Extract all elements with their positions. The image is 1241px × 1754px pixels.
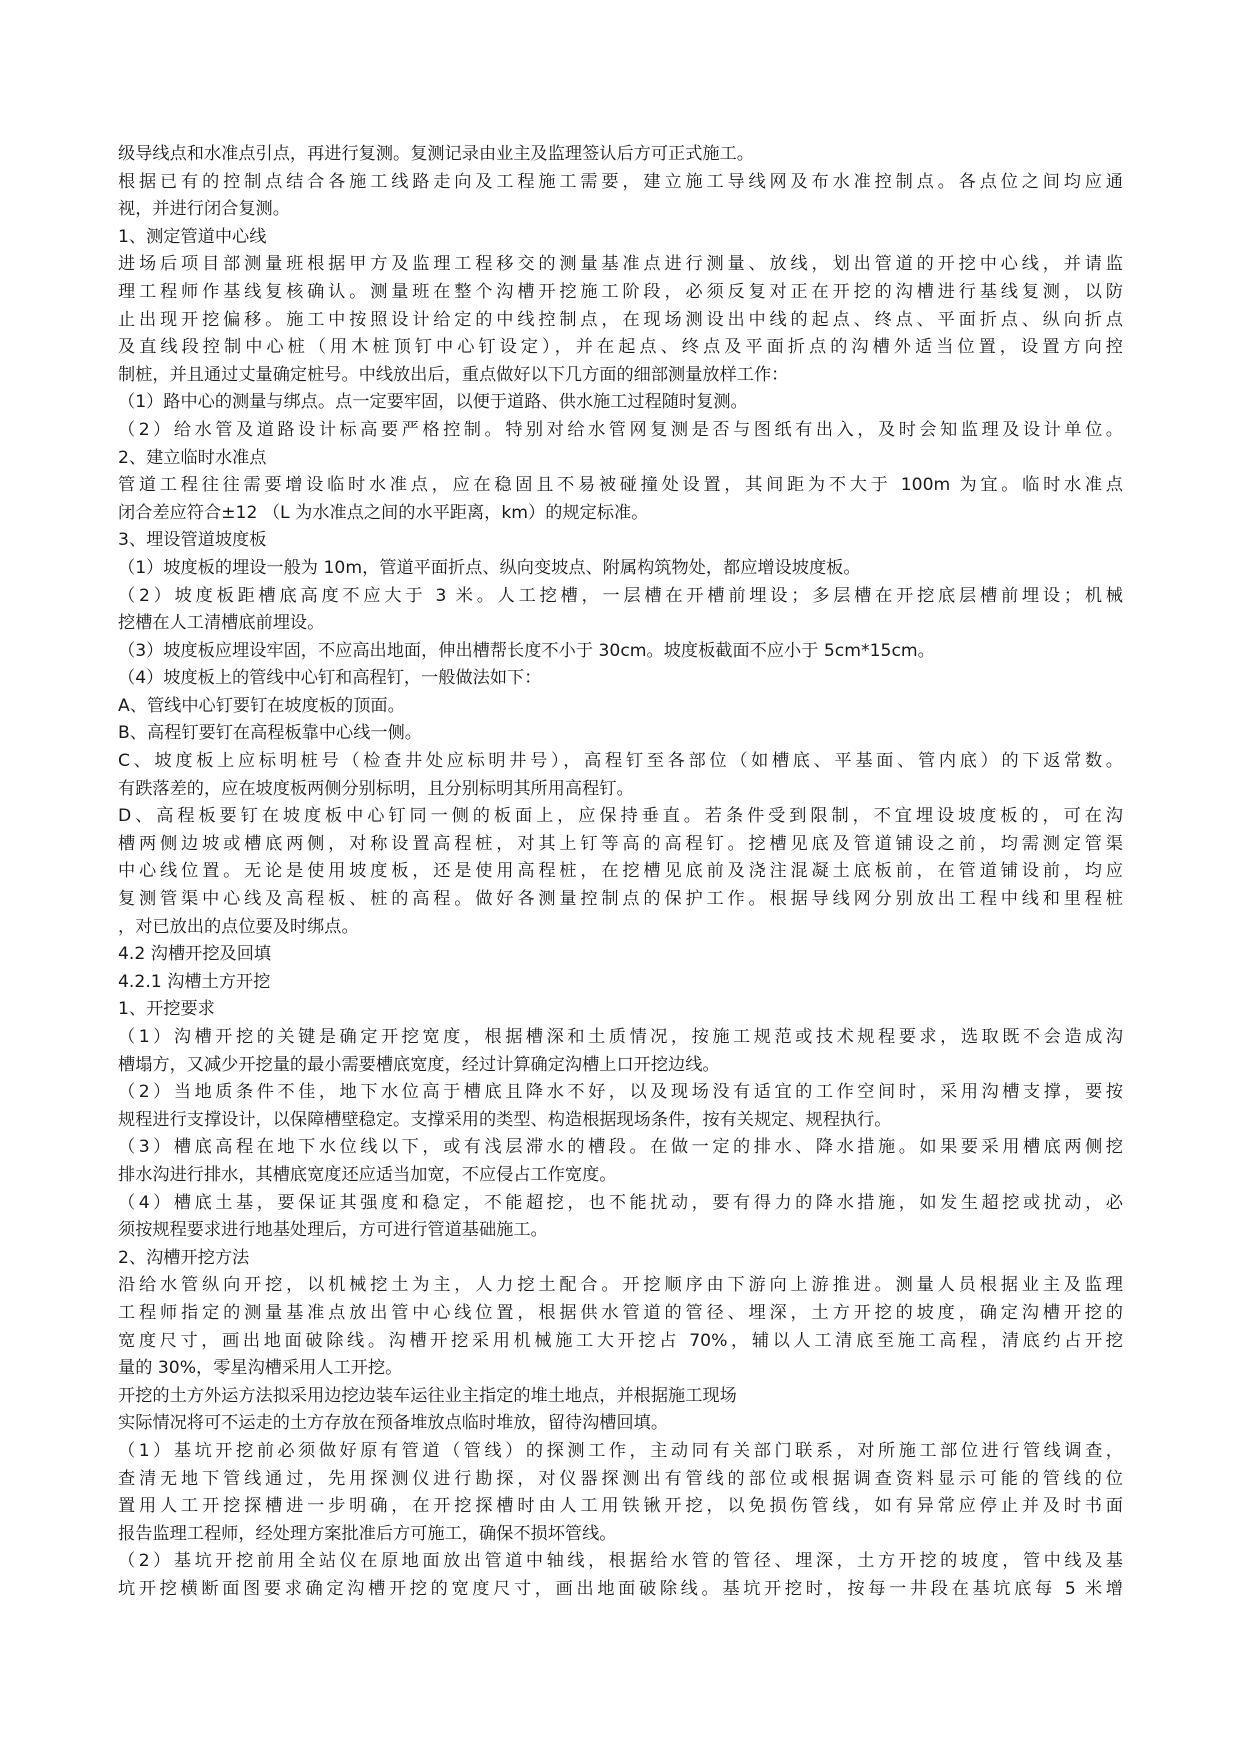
text-line: 1、开挖要求	[118, 999, 215, 1020]
text-line: 1、测定管道中心线	[118, 226, 267, 247]
text-line: 根据已有的控制点结合各施工线路走向及工程施工需要，建立施工导线网及布水准控制点。各点位之间均应通	[118, 171, 1123, 192]
text-line: 量的 30%，零星沟槽采用人工开挖。	[118, 1358, 403, 1379]
text-line: 沿给水管纵向开挖，以机械挖土为主，人力挖土配合。开挖顺序由下游向上游推进。测量人员根据业主及监理	[118, 1275, 1123, 1296]
text-line: （3）坡度板应埋设牢固，不应高出地面，伸出槽帮长度不小于 30cm。坡度板截面不应小于 5cm*15cm。	[118, 640, 935, 661]
text-line: 闭合差应符合±12 （L 为水准点之间的水平距离，km）的规定标准。	[118, 502, 649, 523]
text-line: （2）基坑开挖前用全站仪在原地面放出管道中轴线，根据给水管的管径、埋深，土方开挖的坡度，管中线及基	[118, 1551, 1123, 1572]
text-line: （4）坡度板上的管线中心钉和高程钉，一般做法如下：	[118, 668, 542, 689]
text-line: A、管线中心钉要钉在坡度板的顶面。	[118, 695, 405, 716]
text-line: 4.2 沟槽开挖及回填	[118, 944, 272, 965]
text-line: （2）当地质条件不佳，地下水位高于槽底且降水不好，以及现场没有适宜的工作空间时，采用沟槽支撑，要按	[118, 1082, 1123, 1103]
text-line: 复测管渠中心线及高程板、桩的高程。做好各测量控制点的保护工作。根据导线网分别放出工程中线和里程桩	[118, 889, 1123, 910]
text-line: 宽度尺寸，画出地面破除线。沟槽开挖采用机械施工大开挖占 70%，辅以人工清底至施工高程，清底约占开挖	[118, 1330, 1123, 1351]
text-line: （4）槽底土基，要保证其强度和稳定，不能超挖，也不能扰动，要有得力的降水措施，如发生超挖或扰动，必	[118, 1192, 1123, 1213]
text-line: 4.2.1 沟槽土方开挖	[118, 971, 271, 992]
text-line: （3）槽底高程在地下水位线以下，或有浅层滞水的槽段。在做一定的排水、降水措施。如果要采用槽底两侧挖	[118, 1137, 1123, 1158]
text-line: （1）路中心的测量与绑点。点一定要牢固，以便于道路、供水施工过程随时复测。	[118, 392, 748, 413]
text-line: 2、沟槽开挖方法	[118, 1247, 250, 1268]
text-line: 级导线点和水准点引点，再进行复测。复测记录由业主及监理签认后方可正式施工。	[118, 144, 754, 164]
text-line: 坑开挖横断面图要求确定沟槽开挖的宽度尺寸，画出地面破除线。基坑开挖时，按每一井段在基坑底每 5 米增	[118, 1578, 1123, 1599]
text-line: 挖槽在人工清槽底前埋设。	[118, 613, 325, 634]
text-line: 制桩，并且通过丈量确定桩号。中线放出后，重点做好以下几方面的细部测量放样工作：	[118, 364, 789, 385]
text-line: （2）坡度板距槽底高度不应大于 3 米。人工挖槽，一层槽在开槽前埋设；多层槽在开挖底层槽前埋设；机械	[118, 585, 1123, 606]
text-line: C、坡度板上应标明桩号（检查井处应标明井号），高程钉至各部位（如槽底、平基面、管内底）的下返常数。	[118, 751, 1123, 772]
text-line: 进场后项目部测量班根据甲方及监理工程移交的测量基准点进行测量、放线，划出管道的开挖中心线，并请监	[118, 254, 1123, 275]
text-line: 实际情况将可不运走的土方存放在预备堆放点临时堆放，留待沟槽回填。	[118, 1413, 669, 1434]
text-line: 查清无地下管线通过，先用探测仪进行勘探，对仪器探测出有管线的部位或根据调查资料显示可能的管线的位	[118, 1468, 1123, 1489]
text-line: 及直线段控制中心桩（用木桩顶钉中心钉设定），并在起点、终点及平面折点的沟槽外适当位置，设置方向控	[118, 337, 1123, 358]
text-line: 工程师指定的测量基准点放出管中心线位置，根据供水管道的管径、埋深，土方开挖的坡度，确定沟槽开挖的	[118, 1302, 1123, 1323]
text-line: 排水沟进行排水，其槽底宽度还应适当加宽，不应侵占工作宽度。	[118, 1164, 617, 1185]
text-line: B、高程钉要钉在高程板靠中心线一侧。	[118, 723, 422, 744]
text-line: （1）坡度板的埋设一般为 10m，管道平面折点、纵向变坡点、附属构筑物处，都应增设坡度板。	[118, 557, 861, 578]
text-line: 3、埋设管道坡度板	[118, 530, 267, 551]
text-line: （2）给水管及道路设计标高要严格控制。特别对给水管网复测是否与图纸有出入，及时会知监理及设计单位。	[118, 419, 1123, 440]
text-line: D、高程板要钉在坡度板中心钉同一侧的板面上，应保持垂直。若条件受到限制，不宜埋设坡度板的，可在沟	[118, 806, 1123, 827]
text-line: 中心线位置。无论是使用坡度板，还是使用高程桩，在挖槽见底前及浇注混凝土底板前，在管道铺设前，均应	[118, 861, 1123, 882]
text-line: 槽两侧边坡或槽底两侧，对称设置高程桩，对其上钉等高的高程钉。挖槽见底及管道铺设之前，均需测定管渠	[118, 833, 1123, 854]
text-line: 开挖的土方外运方法拟采用边挖边装车运往业主指定的堆土地点，并根据施工现场	[118, 1385, 737, 1406]
text-line: 视，并进行闭合复测。	[118, 199, 290, 220]
text-line: 理工程师作基线复核确认。测量班在整个沟槽开挖施工阶段，必须反复对正在开挖的沟槽进行基线复测，以防	[118, 281, 1123, 302]
text-line: 止出现开挖偏移。施工中按照设计给定的中线控制点，在现场测设出中线的起点、终点、平面折点、纵向折点	[118, 309, 1123, 330]
text-line: 有跌落差的，应在坡度板两侧分别标明，且分别标明其所用高程钉。	[118, 778, 634, 799]
text-line: 2、建立临时水准点	[118, 447, 267, 468]
text-line: 置用人工开挖探槽进一步明确，在开挖探槽时由人工用铁锹开挖，以免损伤管线，如有异常应停止并及时书面	[118, 1496, 1123, 1517]
document-page	[118, 141, 1123, 1603]
text-line: 规程进行支撑设计，以保障槽壁稳定。支撑采用的类型、构造根据现场条件，按有关规定、规程执行。	[118, 1109, 892, 1130]
text-line: 报告监理工程师，经处理方案批准后方可施工，确保不损坏管线。	[118, 1523, 617, 1544]
text-line: （1）沟槽开挖的关键是确定开挖宽度，根据槽深和土质情况，按施工规范或技术规程要求，选取既不会造成沟	[118, 1027, 1123, 1047]
text-line: （1）基坑开挖前必须做好原有管道（管线）的探测工作，主动同有关部门联系，对所施工部位进行管线调查，	[118, 1440, 1123, 1461]
text-line: 槽塌方，又减少开挖量的最小需要槽底宽度，经过计算确定沟槽上口开挖边线。	[118, 1054, 720, 1075]
text-line: 管道工程往往需要增设临时水准点，应在稳固且不易被碰撞处设置，其间距为不大于 100m 为宜。临时水准点	[118, 475, 1123, 496]
text-line: 须按规程要求进行地基处理后，方可进行管道基础施工。	[118, 1220, 548, 1241]
text-line: ，对已放出的点位要及时绑点。	[118, 916, 359, 937]
